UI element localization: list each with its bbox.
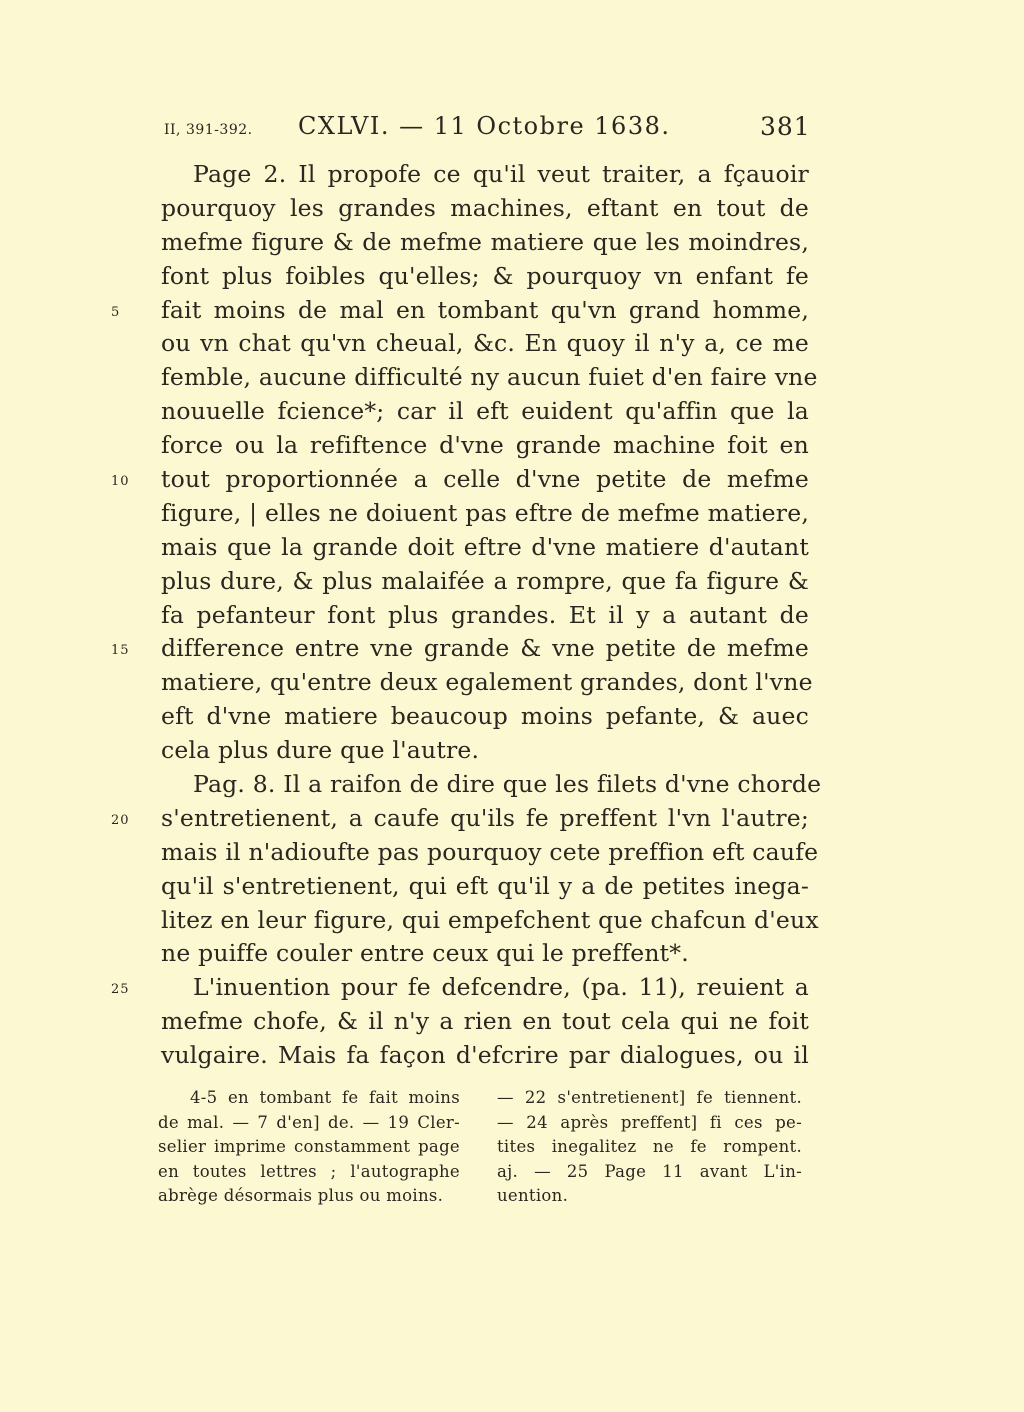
note-line: 4-5 en tombant fe fait moins	[190, 1088, 460, 1107]
text-line: pourquoy les grandes machines, eftant en tout de	[161, 193, 809, 222]
note-line: tites inegalitez ne fe rompent.	[497, 1137, 802, 1156]
text-line: vulgaire. Mais fa façon d'efcrire par dialogues, ou il	[161, 1041, 809, 1070]
text-line: force ou la refiftence d'vne grande machine foit en	[161, 431, 809, 460]
note-line: aj. — 25 Page 11 avant L'in-	[497, 1161, 802, 1181]
text-line: mefme chofe, & il n'y a rien en tout cela qui ne foit	[161, 1007, 809, 1036]
notes-right-column	[497, 1086, 802, 1209]
main-text	[111, 158, 822, 1073]
text-line: ou vn chat qu'vn cheual, &c. En quoy il n'y a, ce me	[161, 329, 809, 358]
line-number: 15	[111, 643, 130, 659]
note-line: de mal. — 7 d'en] de. — 19 Cler-	[158, 1112, 460, 1132]
text-line-content: difference entre vne grande & vne petite de mefme	[161, 634, 809, 663]
running-header	[0, 112, 1024, 148]
text-line: figure, | elles ne doiuent pas eftre de mefme matiere,	[161, 498, 809, 527]
text-line: mais que la grande doit eftre d'vne matiere d'autant	[161, 532, 809, 561]
text-line-5	[111, 294, 809, 328]
text-line-content: L'inuention pour fe defcendre, (pa. 11), reuient a	[193, 973, 809, 1002]
note-line: selier imprime constamment page	[158, 1137, 460, 1156]
text-line: mais il n'adioufte pas pourquoy cete preffion eft caufe	[161, 837, 819, 866]
line-number: 10	[111, 474, 130, 490]
text-line-15	[111, 632, 809, 666]
note-line: en toutes lettres ; l'autographe	[158, 1161, 460, 1181]
line-number: 25	[111, 982, 130, 998]
text-line: cela plus dure que l'autre.	[161, 736, 480, 765]
text-line: fa pefanteur font plus grandes. Et il y a autant de	[161, 600, 809, 629]
note-line: — 24 après preffent] fi ces pe-	[497, 1112, 802, 1132]
text-line: font plus foibles qu'elles; & pourquoy vn enfant fe	[161, 261, 809, 290]
letter-title: CXLVI. — 11 Octobre 1638.	[298, 112, 671, 140]
text-line: matiere, qu'entre deux egalement grandes, dont l'vne	[161, 668, 813, 697]
text-line: qu'il s'entretienent, qui eft qu'il y a de petites inega-	[161, 871, 809, 900]
line-number: 20	[111, 812, 130, 828]
text-line: nouuelle fcience*; car il eft euident qu'affin que la	[161, 397, 809, 426]
text-line-content: fait moins de mal en tombant qu'vn grand homme,	[161, 295, 809, 324]
text-line: Pag. 8. Il a raifon de dire que les filets d'vne chorde	[193, 770, 822, 799]
text-line-20	[111, 802, 809, 836]
volume-reference: II, 391-392.	[164, 122, 253, 138]
text-line: plus dure, & plus malaifée a rompre, que fa figure &	[161, 566, 809, 595]
note-line: uention.	[497, 1186, 569, 1205]
text-line: ne puiffe couler entre ceux qui le preffent*.	[161, 939, 689, 968]
line-number: 5	[111, 304, 121, 320]
text-line: eft d'vne matiere beaucoup moins pefante, & auec	[161, 702, 809, 731]
note-line: — 22 s'entretienent] fe tiennent.	[497, 1088, 802, 1107]
text-line-content: s'entretienent, a caufe qu'ils fe preffent l'vn l'autre;	[161, 803, 809, 832]
text-line: femble, aucune difficulté ny aucun fuiet d'en faire vne	[161, 363, 818, 392]
text-line: litez en leur figure, qui empefchent que chafcun d'eux	[161, 905, 819, 934]
text-line: Page 2. Il propofe ce qu'il veut traiter, a fçauoir	[193, 160, 809, 188]
text-line-10	[111, 463, 809, 497]
page-number: 381	[760, 112, 811, 141]
text-line: mefme figure & de mefme matiere que les moindres,	[161, 227, 809, 256]
text-line-content: tout proportionnée a celle d'vne petite de mefme	[161, 465, 809, 494]
note-line: abrège désormais plus ou moins.	[158, 1186, 444, 1205]
text-line-25	[111, 971, 809, 1005]
notes-left-column	[158, 1086, 460, 1209]
